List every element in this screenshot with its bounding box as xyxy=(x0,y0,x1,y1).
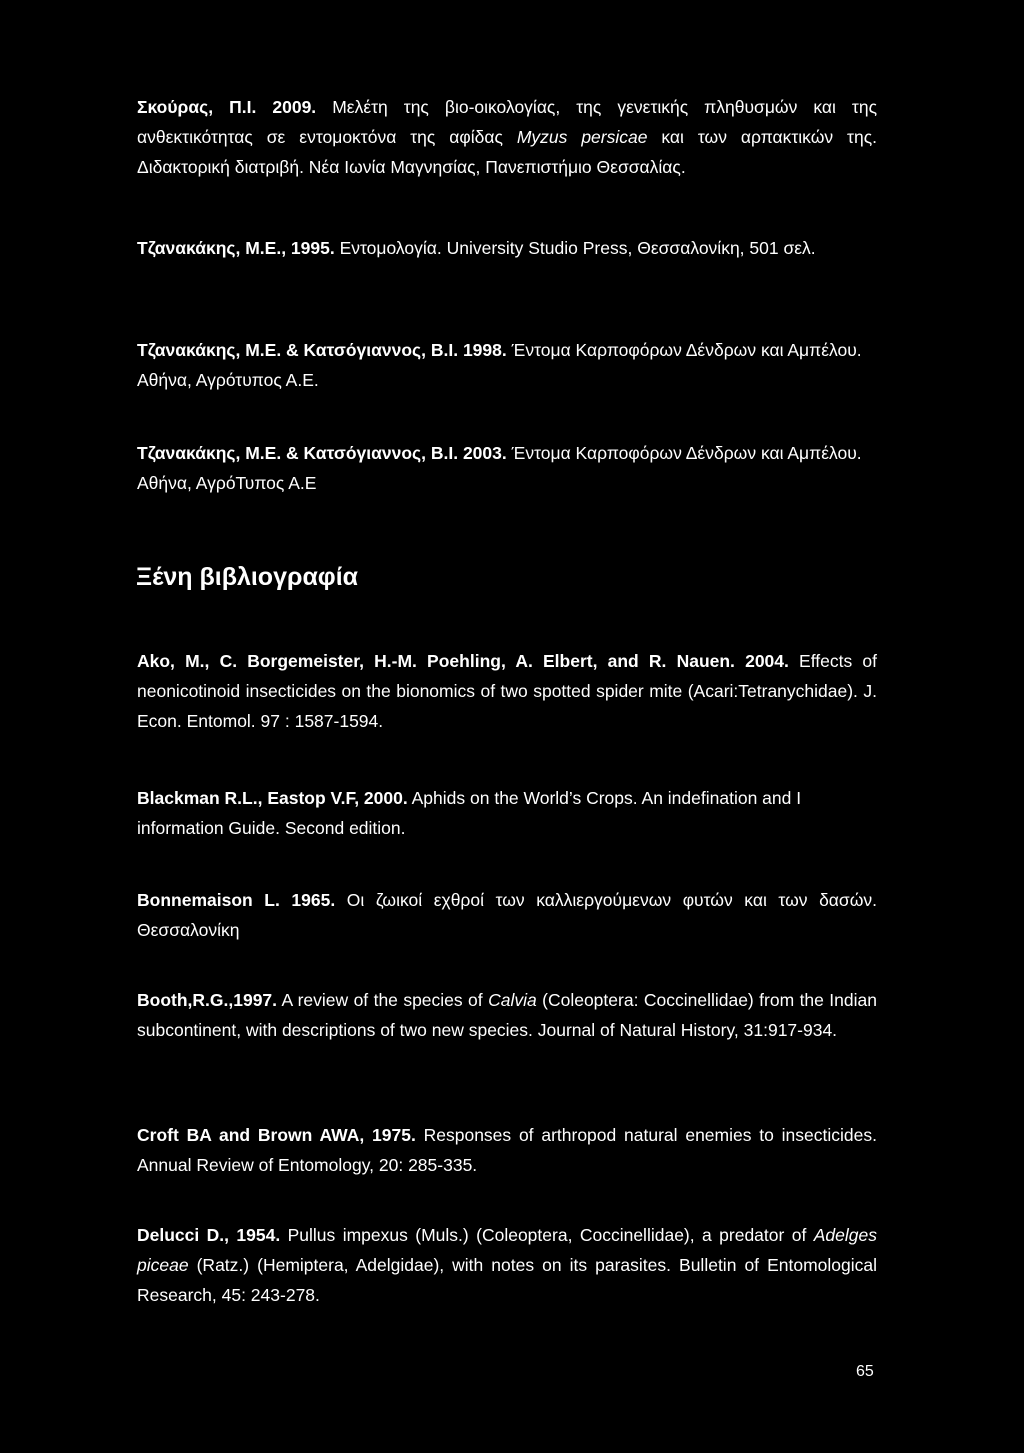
reference-text: Effects of neonicotinoid insecticides on the bionomics of two spotted spider mite (Acari:Tetranychidae). J. Econ. Entomol. 97 : 1587-1594. xyxy=(137,651,878,731)
reference-authors: Croft BA and Brown AWA, 1975. xyxy=(137,1125,416,1145)
reference-authors: Τζανακάκης, Μ.Ε., 1995. xyxy=(137,238,335,258)
reference-authors: Σκούρας, Π.Ι. 2009. xyxy=(137,97,317,117)
reference-tzanakakis-2003 xyxy=(137,438,877,498)
reference-text: και των αρπακτικών της. Διδακτορική διατριβή. Νέα Ιωνία Μαγνησίας, Πανεπιστήμιο Θεσσαλίας. xyxy=(137,127,878,177)
reference-tzanakakis-1998 xyxy=(137,335,877,395)
reference-text: Εντομολογία. University Studio Press, Θεσσαλονίκη, 501 σελ. xyxy=(334,238,816,258)
reference-delucci-1954 xyxy=(137,1220,877,1310)
reference-text: Aphids on the World’s Crops. An indefination and I information Guide. Second edition. xyxy=(137,788,802,838)
section-heading-foreign-bibliography: Ξένη βιβλιογραφία xyxy=(136,563,359,591)
reference-croft-1975 xyxy=(137,1120,877,1180)
page-number: 65 xyxy=(856,1363,874,1380)
reference-text: Responses of arthropod natural enemies to insecticides. Annual Review of Entomology, 20: 285-335. xyxy=(137,1125,877,1175)
reference-skouras-2009 xyxy=(137,92,877,182)
reference-authors: Booth,R.G.,1997. xyxy=(137,990,278,1010)
reference-ako-2004 xyxy=(137,646,877,736)
reference-text: (Ratz.) (Hemiptera, Adelgidae), with notes on its parasites. Bulletin of Entomological Research, 45: 243-278. xyxy=(137,1255,877,1305)
reference-italic-genus: Calvia xyxy=(488,990,537,1010)
reference-italic-species: Adelges piceae xyxy=(137,1225,877,1275)
reference-text: A review of the species of xyxy=(277,990,489,1010)
reference-text: Έντομα Καρποφόρων Δένδρων και Αμπέλου. Αθήνα, ΑγρόΤυπος Α.Ε xyxy=(137,443,862,493)
reference-authors: Ako, M., C. Borgemeister, H.-M. Poehling, A. Elbert, and R. Nauen. 2004. xyxy=(137,651,789,671)
reference-italic-species: Myzus persicae xyxy=(516,127,648,147)
reference-text: (Coleoptera: Coccinellidae) from the Indian subcontinent, with descriptions of two new species. Journal of Natural History, 31:917-934. xyxy=(137,990,877,1040)
reference-text: Μελέτη της βιο-οικολογίας, της γενετικής πληθυσμών και της ανθεκτικότητας σε εντομοκτόνα της αφίδας xyxy=(137,97,878,147)
reference-authors: Delucci D., 1954. xyxy=(137,1225,281,1245)
reference-authors: Τζανακάκης, Μ.Ε. & Κατσόγιαννος, Β.Ι. 1998. xyxy=(137,340,507,360)
reference-blackman-2000 xyxy=(137,783,877,843)
reference-booth-1997 xyxy=(137,985,877,1045)
reference-text: Οι ζωικοί εχθροί των καλλιεργούμενων φυτών και των δασών. Θεσσαλονίκη xyxy=(137,890,877,940)
reference-bonnemaison-1965 xyxy=(137,885,877,945)
reference-text: Έντομα Καρποφόρων Δένδρων και Αμπέλου. Αθήνα, Αγρότυπος Α.Ε. xyxy=(137,340,862,390)
reference-text: Pullus impexus (Muls.) (Coleoptera, Coccinellidae), a predator of xyxy=(280,1225,814,1245)
reference-authors: Blackman R.L., Eastop V.F, 2000. xyxy=(137,788,408,808)
reference-authors: Bonnemaison L. 1965. xyxy=(137,890,336,910)
reference-authors: Τζανακάκης, Μ.Ε. & Κατσόγιαννος, Β.Ι. 2003. xyxy=(137,443,507,463)
reference-tzanakakis-1995 xyxy=(137,233,877,263)
